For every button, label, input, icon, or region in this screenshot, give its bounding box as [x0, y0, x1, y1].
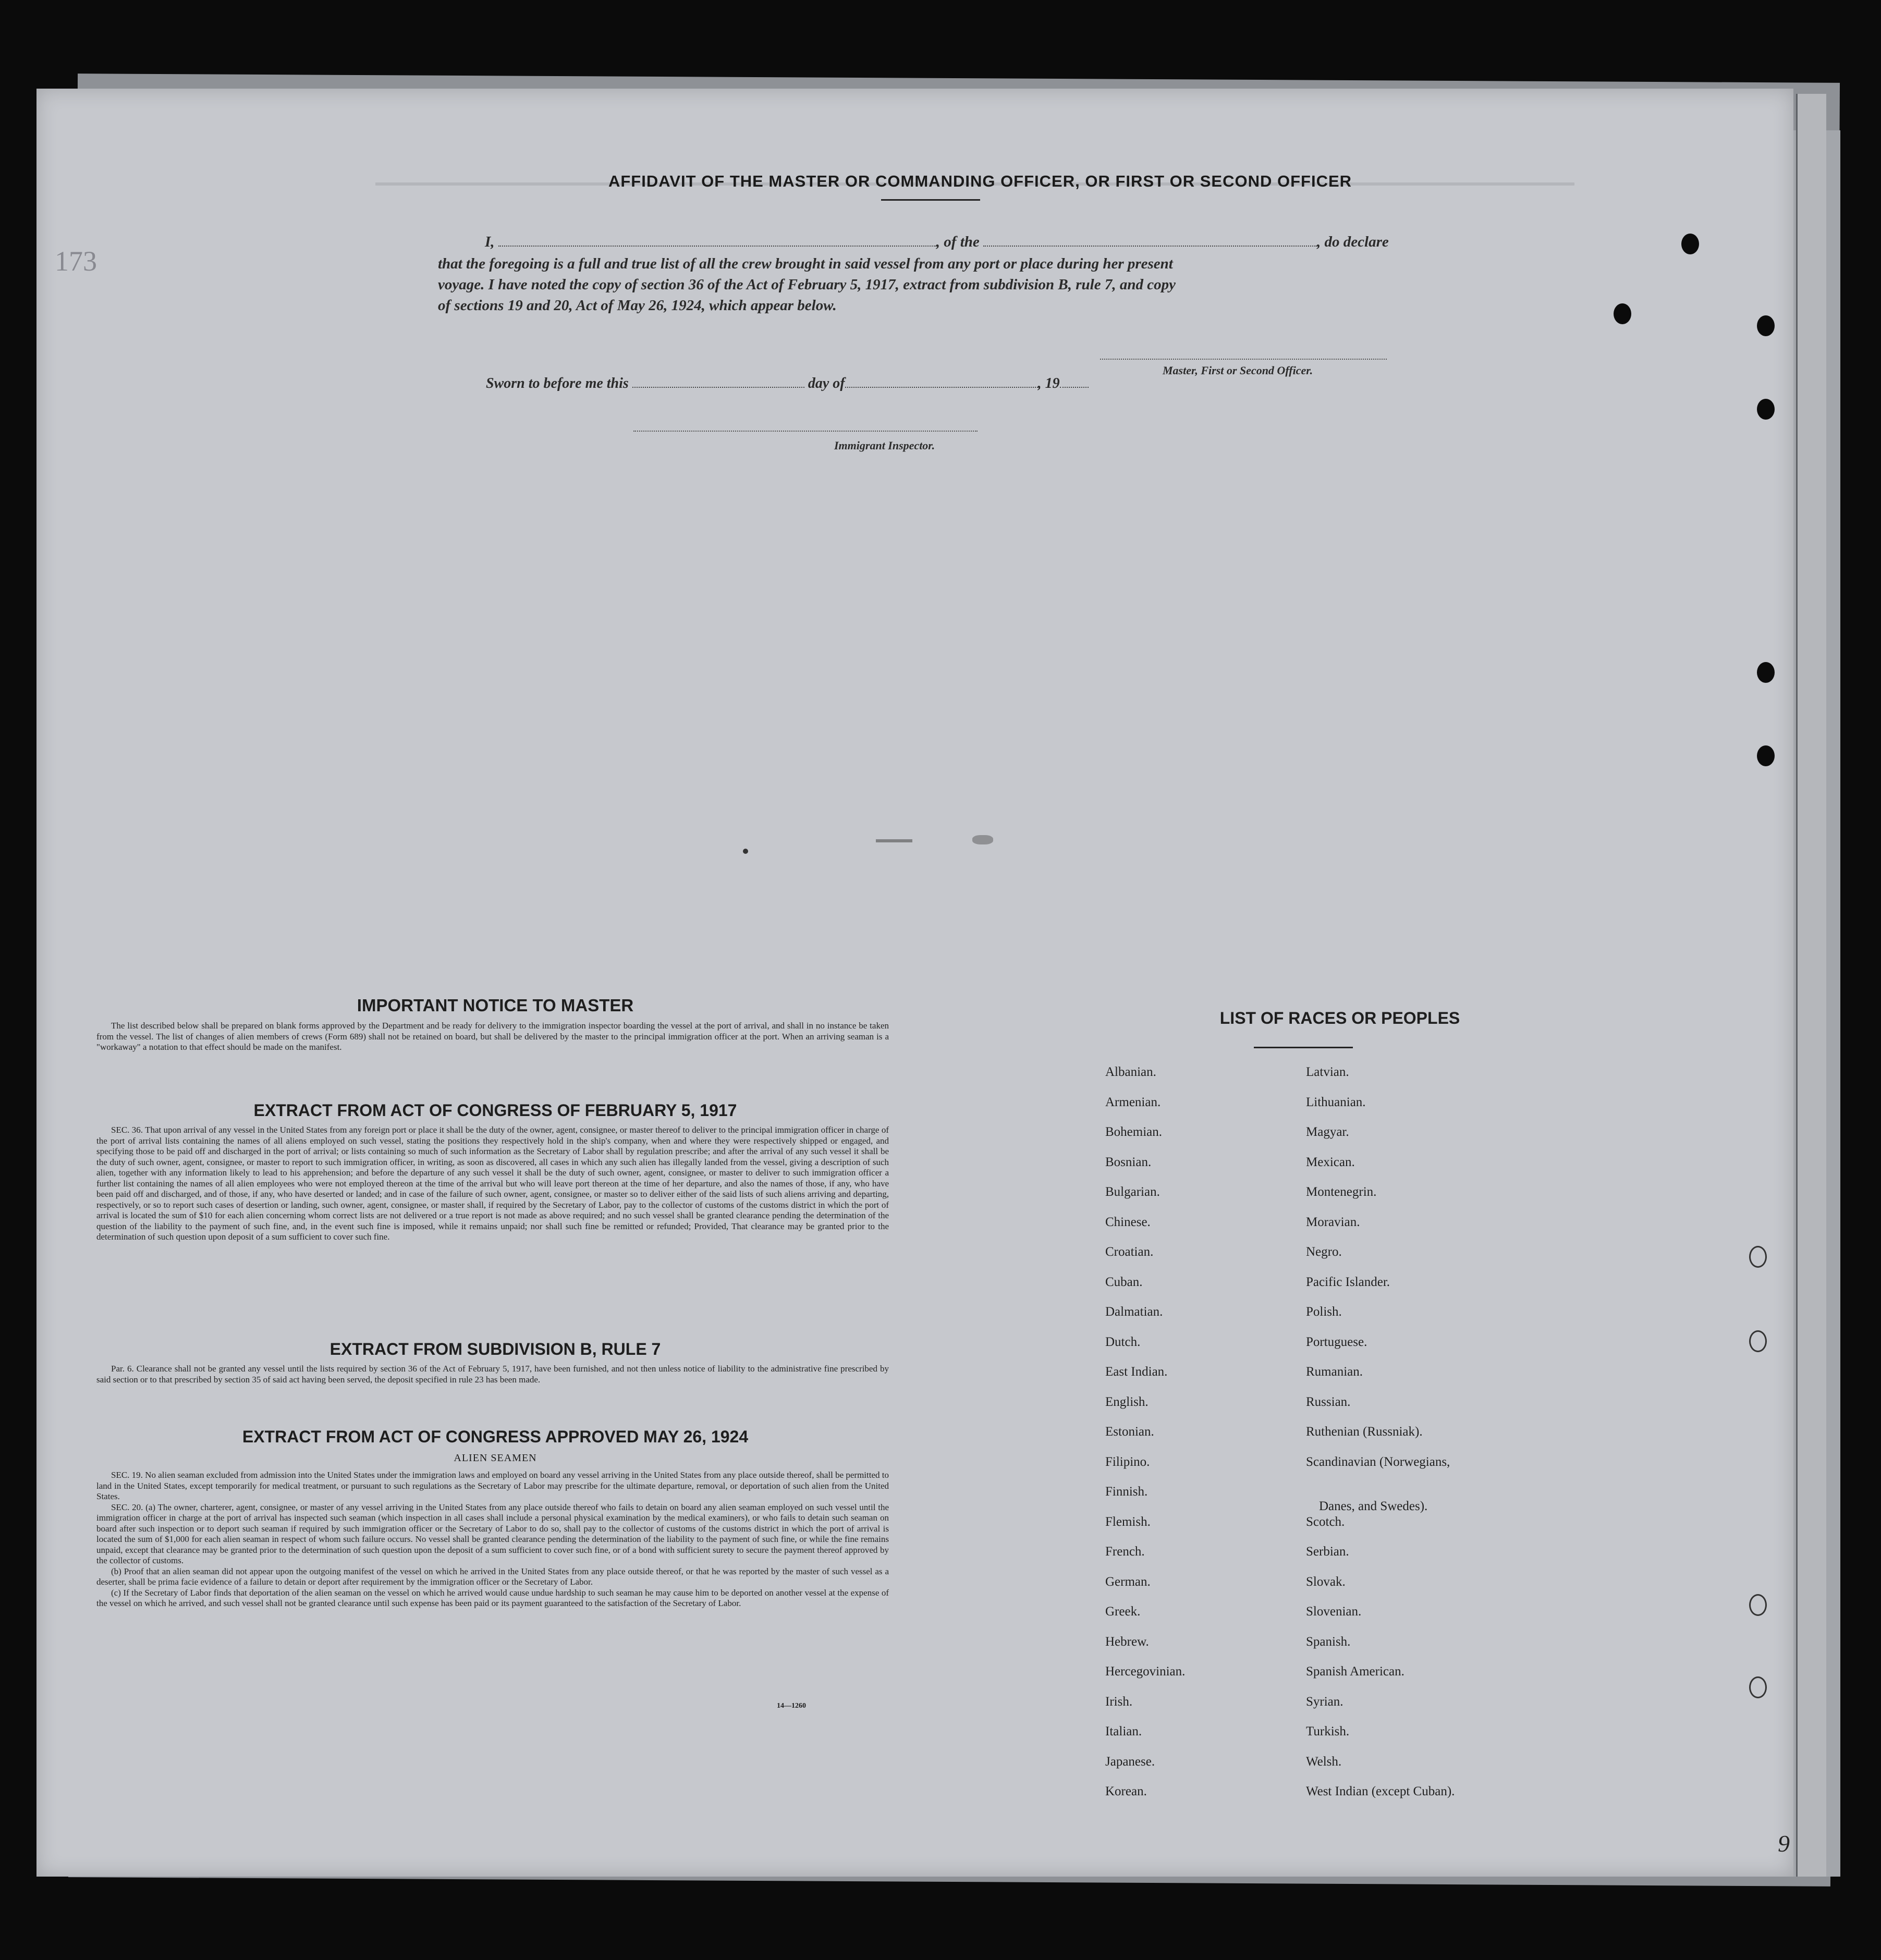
affidavit-line-4: of sections 19 and 20, Act of May 26, 1924, which appear below. [438, 297, 837, 314]
stray-mark [876, 839, 912, 842]
notice-body [96, 1021, 889, 1053]
race-item-right: Scotch. [1306, 1514, 1345, 1529]
extract-1917-title: EXTRACT FROM ACT OF CONGRESS OF FEBRUARY 5, 1917 [253, 1101, 737, 1120]
binder-hole-outline [1749, 1246, 1767, 1268]
race-item-left: Chinese. [1105, 1215, 1151, 1229]
race-item-left: Bulgarian. [1105, 1185, 1160, 1199]
race-item-right: Montenegrin. [1306, 1185, 1377, 1199]
master-signature-line[interactable] [1100, 359, 1387, 360]
day-of-text: day of [808, 375, 845, 391]
sec-19-text: SEC. 19. No alien seaman excluded from admission into the United States under the immigration laws and employed on board any vessel arriving in the United States from any place outside thereof, shall be permitted to land in the United States, except temporarily for medical treatment, or pursuant to such regulations as the Secretary of Labor may prescribe for the ultimate departure, removal, or deportation of such alien from the United States. [96, 1470, 889, 1501]
stray-mark [743, 849, 748, 854]
race-item-right: Syrian. [1306, 1694, 1343, 1709]
race-item-left: Hebrew. [1105, 1634, 1149, 1649]
race-item-right: Welsh. [1306, 1754, 1342, 1769]
race-item-right: Latvian. [1306, 1065, 1349, 1079]
sworn-line [486, 375, 1089, 392]
sworn-year-field[interactable] [1060, 375, 1089, 388]
year-prefix-text: , 19 [1037, 375, 1060, 391]
race-item-right: West Indian (except Cuban). [1306, 1784, 1455, 1798]
race-item-right: Scandinavian (Norwegians, [1306, 1454, 1450, 1469]
race-item-left: Finnish. [1105, 1485, 1148, 1499]
binder-hole [1757, 399, 1775, 420]
race-item-left: Cuban. [1105, 1275, 1143, 1289]
race-item-left: Dutch. [1105, 1334, 1141, 1349]
form-number: 14—1260 [777, 1702, 806, 1710]
race-item-right: Danes, and Swedes). [1319, 1499, 1428, 1513]
race-item-left: Korean. [1105, 1784, 1147, 1798]
race-item-left: German. [1105, 1574, 1151, 1589]
page-number-mark: 173 [55, 246, 97, 277]
inspector-caption: Immigrant Inspector. [834, 439, 935, 452]
race-item-right: Slovak. [1306, 1574, 1346, 1589]
rule-7-body [96, 1364, 889, 1385]
stray-mark [972, 835, 993, 844]
race-item-left: French. [1105, 1545, 1145, 1559]
sworn-month-field[interactable] [845, 375, 1038, 388]
extract-1917-body [96, 1125, 889, 1243]
binder-hole [1614, 303, 1631, 324]
race-item-left: Italian. [1105, 1724, 1142, 1738]
document-page [36, 89, 1793, 1877]
race-item-left: Irish. [1105, 1694, 1133, 1709]
sworn-text: Sworn to before me this [486, 375, 629, 391]
race-item-right: Turkish. [1306, 1724, 1350, 1738]
notice-title: IMPORTANT NOTICE TO MASTER [357, 996, 634, 1015]
race-item-left: Bohemian. [1105, 1125, 1163, 1139]
sec-20c-text: (c) If the Secretary of Labor finds that deportation of the alien seaman on the vessel on which he arrived would cause undue hardship to such seaman he may cause him to be deported on another vessel at the expense of the vessel on which he arrived, and such vessel shall not be granted clearance until such expense has been paid or its payment guaranteed to the satisfaction of the Secretary of Labor. [96, 1587, 889, 1608]
sec-36-text: SEC. 36. That upon arrival of any vessel in the United States from any foreign port or place it shall be the duty of the owner, agent, consignee, or master thereof to deliver to the principal immigration officer in charge of the port of arrival lists containing the names of all aliens employed on such vessel, stating the positions they respectively hold in the ship's company, when and where they were respectively shipped or engaged, and specifying those to be paid off and discharged in the port of arrival; or lists containing so much of such information as the Secretary of Labor shall by regulation prescribe; and after the arrival of any such vessel it shall be the duty of such owner, agent, consignee, or master to report to such immigration officer, in writing, as soon as discovered, all cases in which any such alien has illegally landed from the vessel, giving a description of such alien, together with any information likely to lead to his apprehension; and before the departure of any such vessel it shall be the duty of such owner, agent, consignee, or master to deliver to such immigration officer a further list containing the names of all alien employees who were not employed thereon at the time of the arrival but who will leave port thereon at the time of her departure, and also the names of those, if any, who have been paid off and discharged, and of those, if any, who have deserted or landed; and in case of the failure of such owner, agent, consignee, or master so to deliver either of the said lists of such aliens arriving and departing, respectively, or so to report such cases of desertion or landing, such owner, agent, consignee, or master shall, if required by the Secretary of Labor, pay to the collector of customs of the customs district in which the port of arrival is located the sum of $10 for each alien concerning whom correct lists are not delivered or a true report is not made as above required; and no such vessel shall be granted clearance pending the determination of the question of the liability to the payment of such fine, and, in the event such fine is imposed, while it remains unpaid; nor shall such fine be remitted or refunded; Provided, That clearance may be granted prior to the determination of such question upon deposit of a sum sufficient to cover such fine. [96, 1125, 889, 1242]
race-item-right: Negro. [1306, 1245, 1342, 1259]
binder-hole [1757, 662, 1775, 683]
underlying-page-edge [1796, 94, 1826, 1877]
affidavit-line-3: voyage. I have noted the copy of section 36 of the Act of February 5, 1917, extract from subdivision B, rule 7, and copy [438, 276, 1176, 293]
race-item-left: Filipino. [1105, 1454, 1150, 1469]
race-item-left: Albanian. [1105, 1065, 1156, 1079]
race-item-right: Russian. [1306, 1394, 1351, 1409]
title-rule [881, 199, 980, 201]
race-item-right: Slovenian. [1306, 1604, 1362, 1619]
vessel-name-field[interactable] [983, 234, 1317, 247]
inspector-signature-line[interactable] [633, 431, 978, 432]
sec-20a-text: SEC. 20. (a) The owner, charterer, agent, consignee, or master of any vessel arriving in the United States from any place outside thereof who fails to detain on board any alien seaman employed on such vessel until the immigration officer in charge at the port of arrival has inspected such seaman (which inspection in all cases shall include a personal physical examination by the medical examiners), or who fails to detain such seaman on board after such inspection or to deport such seaman if required by such immigration officer or the Secretary of Labor to do so, shall pay to the collector of customs of the customs district in which the port of arrival is located the sum of $1,000 for each alien seaman in respect of whom such failure occurs. No vessel shall be granted clearance pending the determination of the liability to the payment of such fine, or while the fine remains unpaid, except that clearance may be granted prior to the determination of such question upon the deposit of a sum sufficient to cover such fine, or of a bond with sufficient surety to secure the payment thereof approved by the collector of customs. [96, 1502, 889, 1565]
binder-hole [1681, 234, 1699, 254]
binder-hole-outline [1749, 1594, 1767, 1616]
race-item-left: Croatian. [1105, 1245, 1154, 1259]
binder-hole-outline [1749, 1330, 1767, 1352]
rule-7-title: EXTRACT FROM SUBDIVISION B, RULE 7 [329, 1340, 661, 1358]
sworn-day-field[interactable] [632, 375, 804, 388]
affidavit-title: AFFIDAVIT OF THE MASTER OR COMMANDING OFFICER, OR FIRST OR SECOND OFFICER [608, 172, 1352, 190]
binder-hole [1757, 745, 1775, 766]
affidavit-i: I, [485, 234, 495, 250]
races-title: LIST OF RACES OR PEOPLES [1219, 1009, 1460, 1027]
affidavit-line-1 [485, 234, 1465, 251]
race-item-left: English. [1105, 1394, 1149, 1409]
affidavit-declare: , do declare [1317, 234, 1389, 250]
race-item-left: Armenian. [1105, 1095, 1161, 1109]
corner-mark: 9 [1778, 1830, 1790, 1857]
sec-20b-text: (b) Proof that an alien seaman did not appear upon the outgoing manifest of the vessel on which he arrived in the United States from any place outside thereof, or that he was reported by the master of such vessel as a deserter, shall be prima facie evidence of a failure to detain or deport after requirement by the immigration officer or the Secretary of Labor. [96, 1566, 889, 1587]
officer-name-field[interactable] [498, 234, 936, 247]
affidavit-of-the: , of the [936, 234, 980, 250]
race-item-left: East Indian. [1105, 1365, 1168, 1379]
race-item-right: Mexican. [1306, 1155, 1355, 1169]
race-item-right: Pacific Islander. [1306, 1275, 1390, 1289]
affidavit-line-2: that the foregoing is a full and true list of all the crew brought in said vessel from any port or place during her present [438, 255, 1173, 272]
race-item-left: Dalmatian. [1105, 1305, 1163, 1319]
binder-hole [1757, 315, 1775, 336]
race-item-left: Bosnian. [1105, 1155, 1152, 1169]
extract-1924-title: EXTRACT FROM ACT OF CONGRESS APPROVED MAY 26, 1924 [242, 1427, 749, 1446]
binder-hole-outline [1749, 1676, 1767, 1698]
race-item-right: Polish. [1306, 1305, 1342, 1319]
master-caption: Master, First or Second Officer. [1163, 364, 1313, 377]
race-item-left: Estonian. [1105, 1425, 1154, 1439]
extract-1924-body [96, 1470, 889, 1609]
race-item-right: Spanish. [1306, 1634, 1351, 1649]
race-item-right: Ruthenian (Russniak). [1306, 1425, 1423, 1439]
extract-1924-subtitle: ALIEN SEAMEN [454, 1452, 537, 1464]
race-item-left: Greek. [1105, 1604, 1141, 1619]
race-item-left: Hercegovinian. [1105, 1664, 1186, 1679]
race-item-left: Flemish. [1105, 1514, 1151, 1529]
race-item-right: Serbian. [1306, 1545, 1349, 1559]
race-item-right: Lithuanian. [1306, 1095, 1366, 1109]
race-item-right: Magyar. [1306, 1125, 1349, 1139]
race-item-left: Japanese. [1105, 1754, 1155, 1769]
par-6-text: Par. 6. Clearance shall not be granted any vessel until the lists required by section 36 of the Act of February 5, 1917, have been furnished, and not then unless notice of liability to the administrative fine prescribed by said section or to that prescribed by section 35 of said act having been served, the deposit specified in rule 23 has been made. [96, 1364, 889, 1385]
race-item-right: Portuguese. [1306, 1334, 1367, 1349]
race-item-right: Moravian. [1306, 1215, 1360, 1229]
races-title-rule [1254, 1047, 1353, 1048]
race-item-right: Rumanian. [1306, 1365, 1363, 1379]
notice-text: The list described below shall be prepared on blank forms approved by the Department and be ready for delivery to the immigration inspector boarding the vessel at the port of arrival, and shall in no instance be taken from the vessel. The list of changes of alien members of crews (Form 689) shall not be retained on board, but shall be delivered by the master to the principal immigration officer at the port. When an arriving seaman is a "workaway" a notation to that effect should be made on the manifest. [96, 1021, 889, 1052]
race-item-right: Spanish American. [1306, 1664, 1404, 1679]
